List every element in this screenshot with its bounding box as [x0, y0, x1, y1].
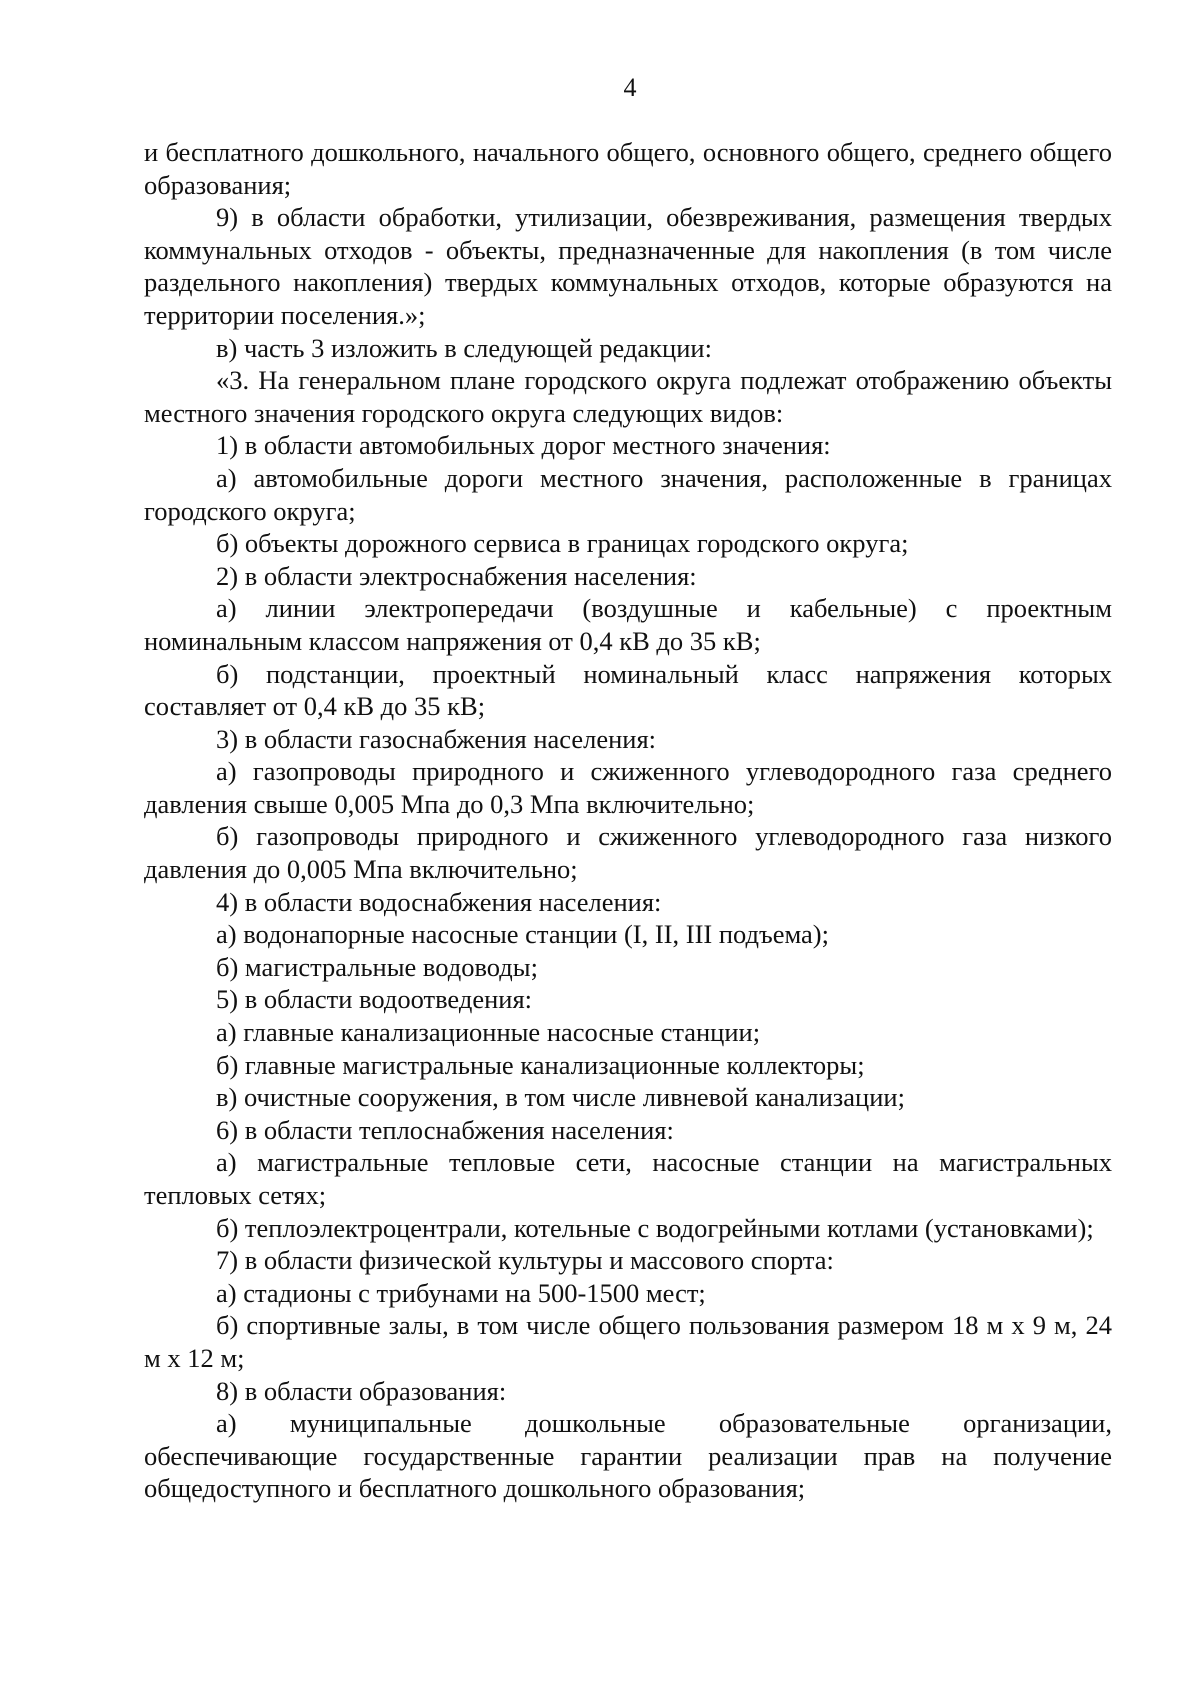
paragraph: 4) в области водоснабжения населения: [216, 886, 662, 917]
paragraph: 5) в области водоотведения: [216, 984, 533, 1015]
document-body [144, 136, 1112, 1505]
paragraph: б) подстанции, проектный номинальный класс напряжения которых составляет от 0,4 кВ до 35 кВ; [144, 658, 1112, 722]
paragraph: б) газопроводы природного и сжиженного углеводородного газа низкого давления до 0,005 Мпа включительно; [144, 821, 1112, 885]
paragraph: 3) в области газоснабжения населения: [216, 723, 657, 754]
paragraph: 8) в области образования: [216, 1375, 507, 1406]
paragraph: б) магистральные водоводы; [216, 951, 538, 982]
paragraph: «3. На генеральном плане городского округа подлежат отображению объекты местного значения городского округа следующих видов: [144, 365, 1112, 428]
paragraph: 1) в области автомобильных дорог местного значения: [216, 430, 831, 461]
paragraph: а) муниципальные дошкольные образовательные организации, обеспечивающие государственные гарантии реализации прав на получение общедоступного и бесплатного дошкольного образования; [144, 1408, 1112, 1504]
paragraph: а) автомобильные дороги местного значения, расположенные в границах городского округа; [144, 462, 1112, 526]
paragraph: и бесплатного дошкольного, начального общего, основного общего, среднего общего образования; [144, 137, 1112, 200]
paragraph: а) главные канализационные насосные станции; [216, 1017, 761, 1048]
paragraph: а) газопроводы природного и сжиженного углеводородного газа среднего давления свыше 0,005 Мпа до 0,3 Мпа включительно; [144, 756, 1112, 819]
paragraph: в) очистные сооружения, в том числе ливневой канализации; [216, 1082, 905, 1113]
page-number: 4 [623, 73, 637, 102]
paragraph: 9) в области обработки, утилизации, обезвреживания, размещения твердых коммунальных отходов - объекты, предназначенные для накопления (в том числе раздельного накопления) твердых коммунальных отходов, которые образуются на территории поселения.»; [144, 202, 1112, 330]
paragraph: б) главные магистральные канализационные коллекторы; [216, 1049, 865, 1080]
paragraph: а) магистральные тепловые сети, насосные станции на магистральных тепловых сетях; [144, 1147, 1112, 1210]
paragraph: 6) в области теплоснабжения населения: [216, 1114, 674, 1145]
paragraph: а) стадионы с трибунами на 500-1500 мест; [216, 1277, 706, 1308]
paragraph: в) часть 3 изложить в следующей редакции: [216, 332, 712, 363]
paragraph: а) линии электропередачи (воздушные и кабельные) с проектным номинальным классом напряжения от 0,4 кВ до 35 кВ; [144, 593, 1112, 656]
paragraph: а) водонапорные насосные станции (I, II, III подъема); [216, 919, 829, 950]
paragraph: 7) в области физической культуры и массового спорта: [216, 1245, 834, 1276]
paragraph: б) теплоэлектроцентрали, котельные с водогрейными котлами (установками); [216, 1212, 1094, 1243]
paragraph: 2) в области электроснабжения населения: [216, 560, 697, 591]
paragraph: б) спортивные залы, в том числе общего пользования размером 18 м х 9 м, 24 м х 12 м; [144, 1310, 1112, 1373]
paragraph: б) объекты дорожного сервиса в границах городского округа; [216, 528, 909, 559]
